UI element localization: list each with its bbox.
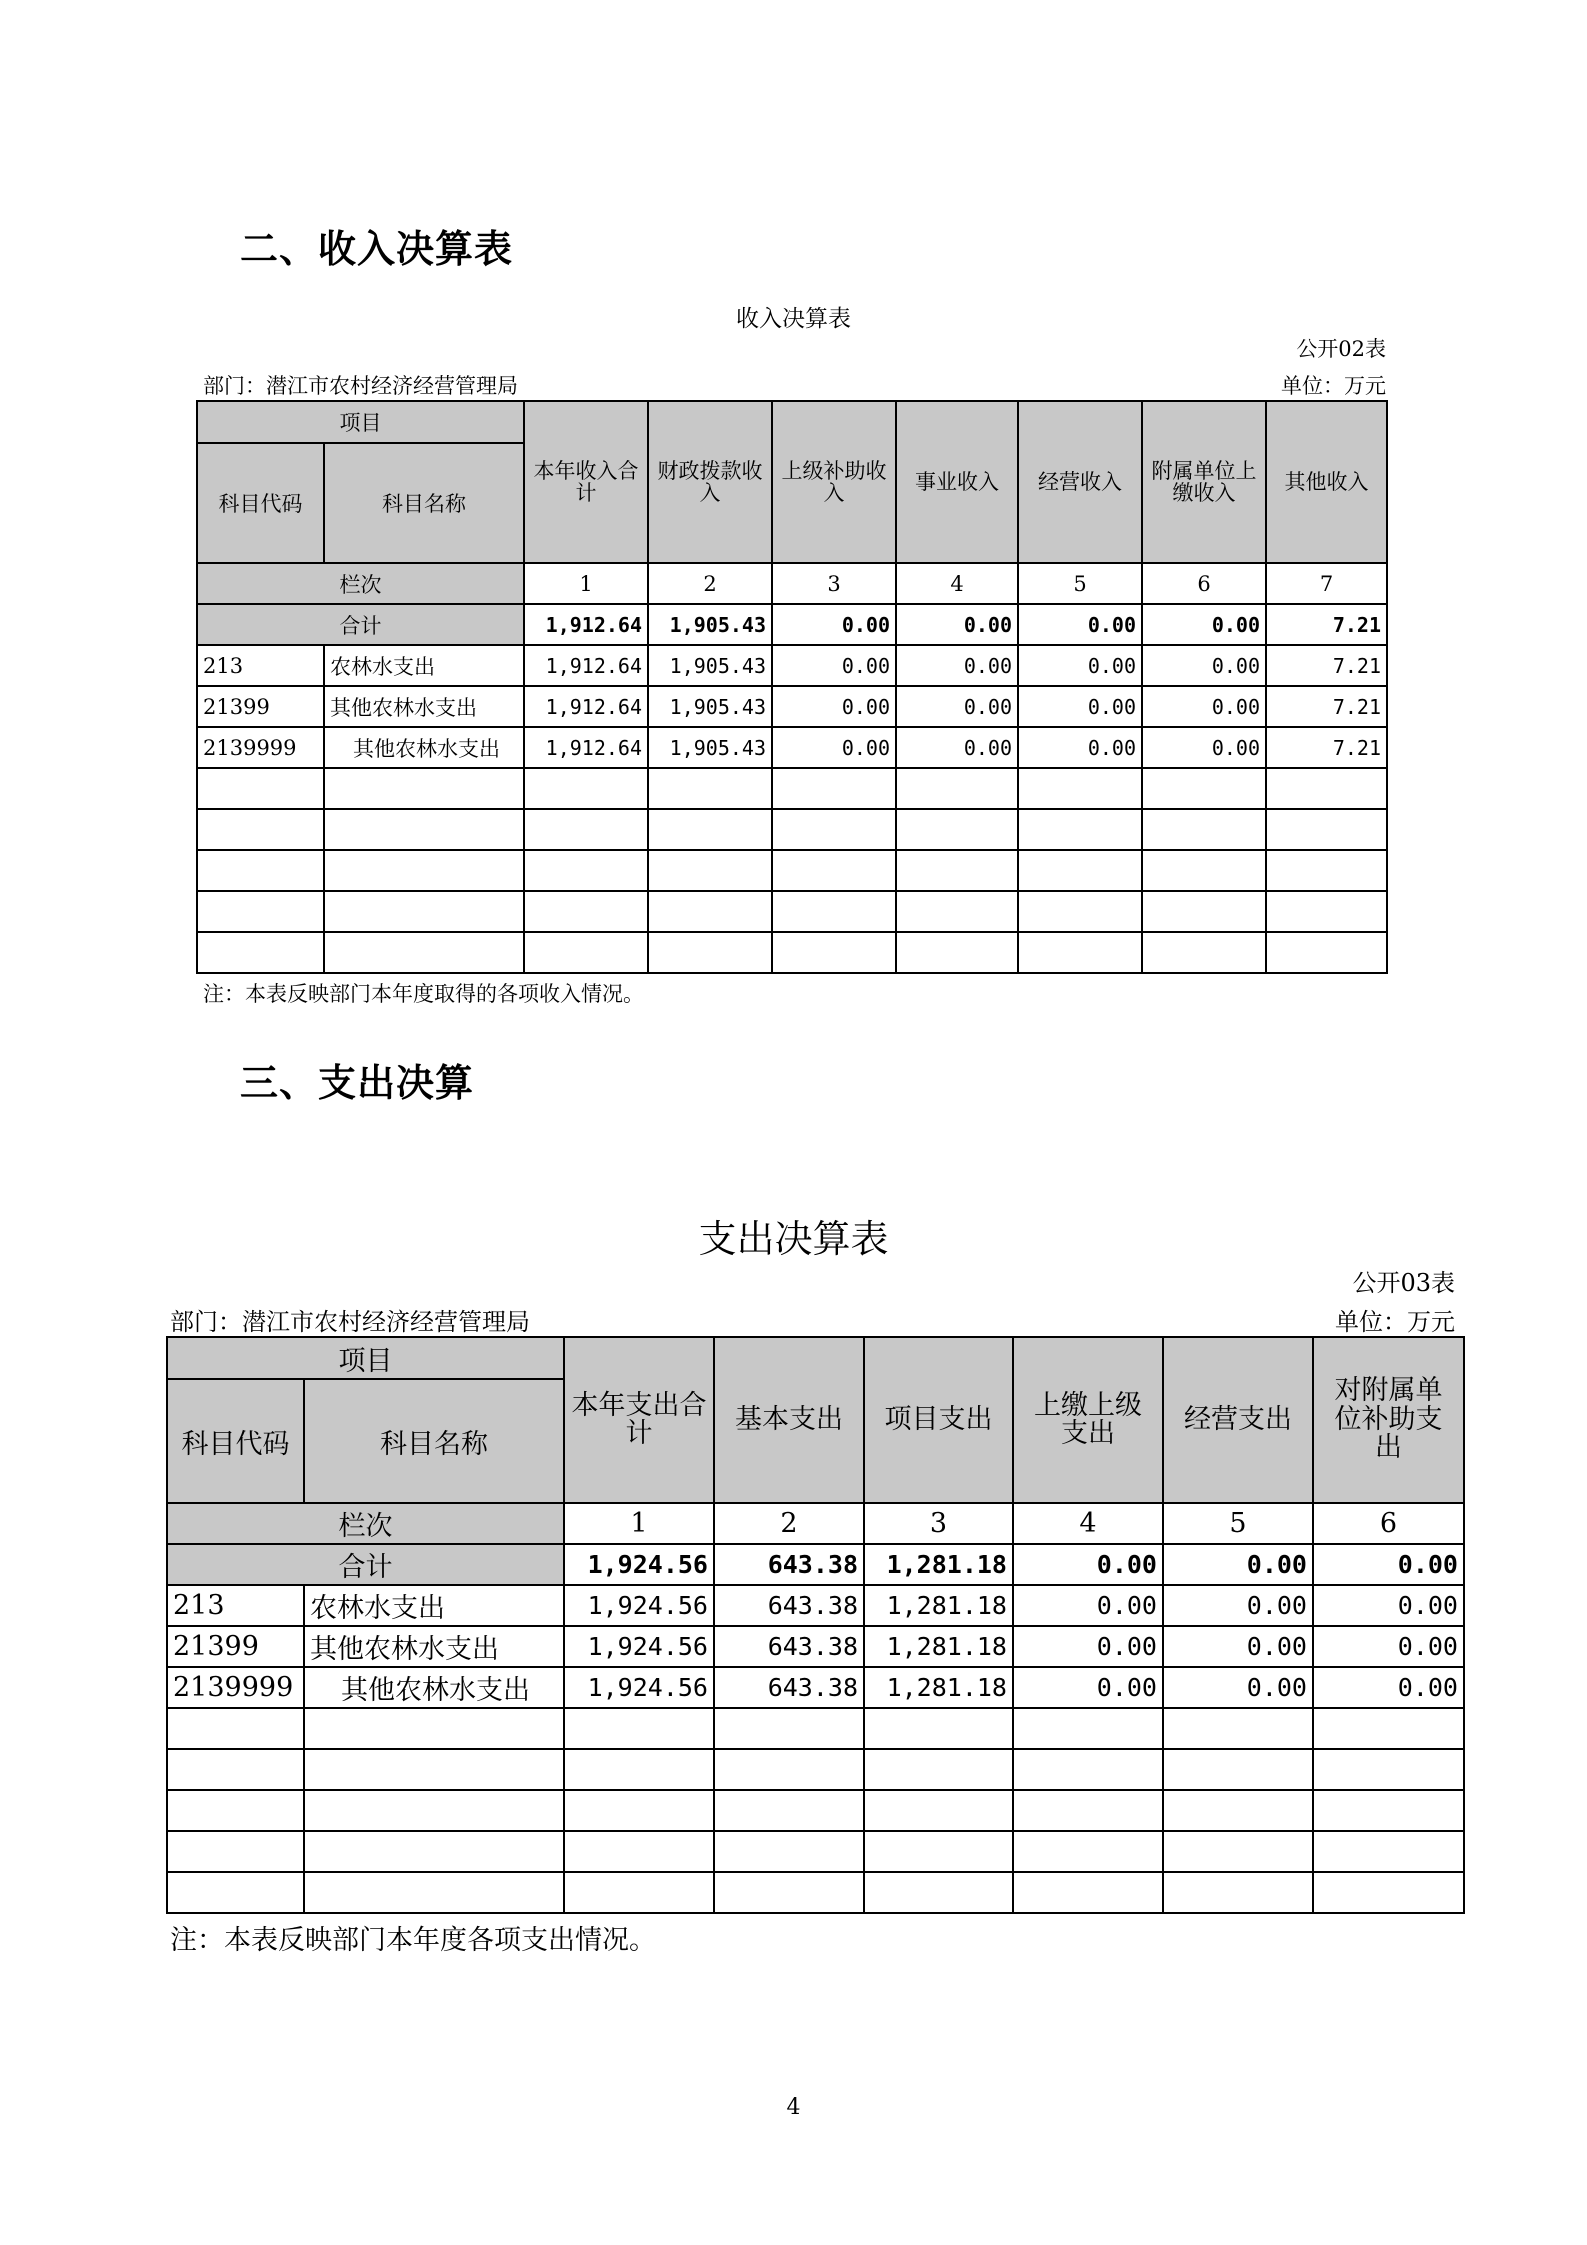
empty-row bbox=[197, 932, 1387, 973]
col-header-operating-expenditure: 经营支出 bbox=[1163, 1337, 1313, 1503]
row-name: 其他农林水支出 bbox=[304, 1667, 564, 1708]
row-value: 1,281.18 bbox=[864, 1585, 1013, 1626]
row-code: 2139999 bbox=[197, 727, 324, 768]
row-value: 0.00 bbox=[772, 686, 896, 727]
table-row bbox=[167, 1585, 1464, 1626]
lanci-number: 7 bbox=[1266, 563, 1387, 604]
total-row bbox=[167, 1544, 1464, 1585]
income-table-note: 注：本表反映部门本年度取得的各项收入情况。 bbox=[203, 982, 644, 1006]
row-value: 1,905.43 bbox=[648, 645, 772, 686]
total-label: 合计 bbox=[197, 604, 524, 645]
lanci-number: 2 bbox=[714, 1503, 864, 1544]
lanci-number: 1 bbox=[524, 563, 648, 604]
row-value: 1,281.18 bbox=[864, 1626, 1013, 1667]
total-cell: 1,912.64 bbox=[524, 604, 648, 645]
row-value: 0.00 bbox=[1018, 686, 1142, 727]
col-header-operating-income: 经营收入 bbox=[1018, 401, 1142, 563]
row-value: 0.00 bbox=[1163, 1667, 1313, 1708]
row-code: 213 bbox=[167, 1585, 304, 1626]
row-value: 1,905.43 bbox=[648, 727, 772, 768]
row-value: 7.21 bbox=[1266, 686, 1387, 727]
income-unit-label: 单位：万元 bbox=[1281, 374, 1386, 398]
lanci-number: 4 bbox=[1013, 1503, 1163, 1544]
lanci-number: 3 bbox=[772, 563, 896, 604]
col-header-total-income: 本年收入合计 bbox=[524, 401, 648, 563]
section-heading-income: 二、收入决算表 bbox=[240, 227, 514, 271]
header-subject-name: 科目名称 bbox=[304, 1379, 564, 1503]
row-value: 1,924.56 bbox=[564, 1626, 714, 1667]
total-cell: 0.00 bbox=[1013, 1544, 1163, 1585]
row-name: 农林水支出 bbox=[324, 645, 524, 686]
page-number: 4 bbox=[786, 2095, 801, 2120]
income-table bbox=[196, 400, 1388, 974]
empty-row bbox=[197, 891, 1387, 932]
expenditure-dept-label: 部门：潜江市农村经济经营管理局 bbox=[170, 1308, 530, 1336]
row-value: 643.38 bbox=[714, 1626, 864, 1667]
header-subject-code: 科目代码 bbox=[197, 443, 324, 563]
income-table-title: 收入决算表 bbox=[736, 306, 851, 332]
row-value: 0.00 bbox=[1142, 727, 1266, 768]
row-value: 1,905.43 bbox=[648, 686, 772, 727]
income-table-number: 公开02表 bbox=[1296, 337, 1386, 361]
total-label: 合计 bbox=[167, 1544, 564, 1585]
header-xiangmu: 项目 bbox=[167, 1337, 564, 1379]
empty-row bbox=[167, 1790, 1464, 1831]
row-value: 0.00 bbox=[1013, 1667, 1163, 1708]
row-value: 0.00 bbox=[772, 645, 896, 686]
total-cell: 0.00 bbox=[1018, 604, 1142, 645]
total-row bbox=[197, 604, 1387, 645]
col-header-remit-superior: 上缴上级支出 bbox=[1013, 1337, 1163, 1503]
col-header-fiscal-appropriation: 财政拨款收入 bbox=[648, 401, 772, 563]
row-value: 1,912.64 bbox=[524, 686, 648, 727]
row-value: 0.00 bbox=[1142, 645, 1266, 686]
lanci-label: 栏次 bbox=[167, 1503, 564, 1544]
row-value: 643.38 bbox=[714, 1667, 864, 1708]
expenditure-unit-label: 单位：万元 bbox=[1335, 1308, 1455, 1336]
col-header-affiliated-subsidy: 对附属单位补助支出 bbox=[1313, 1337, 1464, 1503]
expenditure-table-number: 公开03表 bbox=[1352, 1269, 1455, 1297]
col-header-other-income: 其他收入 bbox=[1266, 401, 1387, 563]
row-value: 0.00 bbox=[772, 727, 896, 768]
total-cell: 0.00 bbox=[896, 604, 1018, 645]
row-value: 0.00 bbox=[1018, 727, 1142, 768]
row-value: 0.00 bbox=[1313, 1667, 1464, 1708]
empty-row bbox=[167, 1749, 1464, 1790]
income-dept-label: 部门：潜江市农村经济经营管理局 bbox=[203, 374, 518, 398]
expenditure-table bbox=[166, 1336, 1465, 1914]
table-row bbox=[167, 1667, 1464, 1708]
lanci-number: 5 bbox=[1018, 563, 1142, 604]
empty-row bbox=[197, 809, 1387, 850]
row-value: 0.00 bbox=[896, 686, 1018, 727]
row-value: 7.21 bbox=[1266, 727, 1387, 768]
empty-row bbox=[167, 1708, 1464, 1749]
col-header-basic-expenditure: 基本支出 bbox=[714, 1337, 864, 1503]
row-value: 0.00 bbox=[1013, 1585, 1163, 1626]
row-value: 1,912.64 bbox=[524, 645, 648, 686]
row-value: 0.00 bbox=[1313, 1626, 1464, 1667]
row-code: 21399 bbox=[167, 1626, 304, 1667]
table-row bbox=[197, 645, 1387, 686]
row-value: 1,912.64 bbox=[524, 727, 648, 768]
empty-row bbox=[167, 1831, 1464, 1872]
lanci-label: 栏次 bbox=[197, 563, 524, 604]
col-header-total-expenditure: 本年支出合计 bbox=[564, 1337, 714, 1503]
row-code: 213 bbox=[197, 645, 324, 686]
row-name: 其他农林水支出 bbox=[304, 1626, 564, 1667]
row-code: 21399 bbox=[197, 686, 324, 727]
row-value: 7.21 bbox=[1266, 645, 1387, 686]
total-cell: 1,905.43 bbox=[648, 604, 772, 645]
section-heading-expenditure: 三、支出决算 bbox=[240, 1061, 475, 1105]
lanci-number: 6 bbox=[1142, 563, 1266, 604]
row-name: 农林水支出 bbox=[304, 1585, 564, 1626]
total-cell: 0.00 bbox=[772, 604, 896, 645]
total-cell: 0.00 bbox=[1163, 1544, 1313, 1585]
row-name: 其他农林水支出 bbox=[324, 727, 524, 768]
row-code: 2139999 bbox=[167, 1667, 304, 1708]
header-subject-name: 科目名称 bbox=[324, 443, 524, 563]
row-value: 643.38 bbox=[714, 1585, 864, 1626]
total-cell: 1,924.56 bbox=[564, 1544, 714, 1585]
lanci-number: 2 bbox=[648, 563, 772, 604]
row-value: 0.00 bbox=[1163, 1626, 1313, 1667]
total-cell: 1,281.18 bbox=[864, 1544, 1013, 1585]
col-header-business-income: 事业收入 bbox=[896, 401, 1018, 563]
col-header-superior-subsidy: 上级补助收入 bbox=[772, 401, 896, 563]
total-cell: 0.00 bbox=[1142, 604, 1266, 645]
row-value: 0.00 bbox=[896, 645, 1018, 686]
lanci-number: 6 bbox=[1313, 1503, 1464, 1544]
empty-row bbox=[197, 850, 1387, 891]
row-value: 1,924.56 bbox=[564, 1585, 714, 1626]
table-row bbox=[197, 686, 1387, 727]
row-value: 1,281.18 bbox=[864, 1667, 1013, 1708]
col-header-project-expenditure: 项目支出 bbox=[864, 1337, 1013, 1503]
row-value: 0.00 bbox=[1142, 686, 1266, 727]
header-subject-code: 科目代码 bbox=[167, 1379, 304, 1503]
empty-row bbox=[197, 768, 1387, 809]
col-header-affiliated-income: 附属单位上缴收入 bbox=[1142, 401, 1266, 563]
lanci-number: 5 bbox=[1163, 1503, 1313, 1544]
row-value: 0.00 bbox=[1018, 645, 1142, 686]
row-value: 1,924.56 bbox=[564, 1667, 714, 1708]
empty-row bbox=[167, 1872, 1464, 1913]
lanci-number: 3 bbox=[864, 1503, 1013, 1544]
expenditure-table-note: 注：本表反映部门本年度各项支出情况。 bbox=[170, 1925, 656, 1956]
table-row bbox=[167, 1626, 1464, 1667]
header-xiangmu: 项目 bbox=[197, 401, 524, 443]
row-value: 0.00 bbox=[1013, 1626, 1163, 1667]
row-value: 0.00 bbox=[1163, 1585, 1313, 1626]
total-cell: 0.00 bbox=[1313, 1544, 1464, 1585]
lanci-number: 1 bbox=[564, 1503, 714, 1544]
row-name: 其他农林水支出 bbox=[324, 686, 524, 727]
total-cell: 7.21 bbox=[1266, 604, 1387, 645]
lanci-number: 4 bbox=[896, 563, 1018, 604]
expenditure-table-title: 支出决算表 bbox=[698, 1217, 889, 1261]
row-value: 0.00 bbox=[1313, 1585, 1464, 1626]
row-value: 0.00 bbox=[896, 727, 1018, 768]
total-cell: 643.38 bbox=[714, 1544, 864, 1585]
table-row bbox=[197, 727, 1387, 768]
